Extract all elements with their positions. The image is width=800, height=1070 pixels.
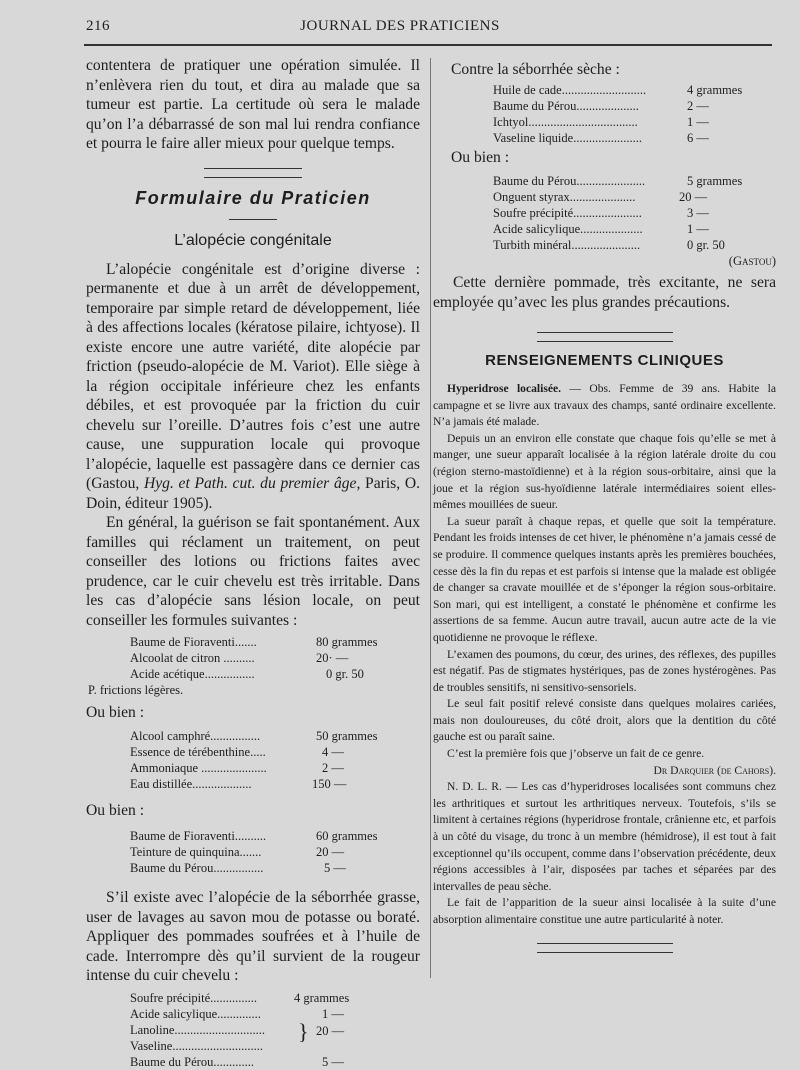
formula-row [493, 237, 776, 253]
paragraph: Depuis un an environ elle constate que chaque fois qu’elle se met à manger, une sueur apparaît localisée à la région latérale droite du cou (région sterno-mastoïdienne) et à la région sous-orbitaire, ainsi que la joue et la région sus-hyoïdienne latérale intermédiaires soient elles-mêmes mouillées de sueur. [433, 431, 776, 512]
formula-row [130, 1022, 420, 1038]
formula-row [130, 1006, 420, 1022]
formula-row [493, 130, 776, 146]
ingredient: Huile de cade........................... [493, 82, 647, 97]
ingredient: Onguent styrax..................... [493, 190, 636, 204]
ingredient: Acide salicylique.............. [130, 1006, 261, 1021]
formula-4 [130, 990, 420, 1070]
section-title: RENSEIGNEMENTS CLINIQUES [485, 352, 724, 369]
formula-row [130, 666, 420, 682]
formula-row [493, 98, 776, 114]
ingredient: Baume du Pérou...................... [493, 174, 646, 188]
quantity: 80 grammes [316, 635, 378, 649]
formula-row [130, 844, 420, 860]
ingredient: Ammoniaque ..................... [130, 761, 267, 775]
quantity: 4 — [322, 745, 344, 759]
formula-6 [493, 173, 776, 253]
formula-row [130, 990, 420, 1006]
paragraph-text: Paris, O. Doin, éditeur 1905). [86, 475, 420, 512]
attribution: (Gastou) [728, 254, 776, 268]
intro-paragraph: contentera de pratiquer une opération simulée. Il n’enlèvera rien du tout, et dira au malade que sa tumeur est partie. La certitude où sera le malade qu’on l’a débarrassé de son mal lui rendra confiance et pourra le faire aller mieux pour quelque temps. [86, 57, 420, 152]
quantity: 1 — [687, 222, 709, 236]
formula-5 [493, 82, 776, 146]
formula-row [130, 1054, 420, 1070]
ingredient: Eau distillée................... [130, 777, 252, 791]
article-title: L’alopécie congénitale [174, 231, 332, 249]
signature: Dr Darquier (de Cahors). [653, 763, 776, 777]
quantity: 1 — [322, 1006, 344, 1021]
separator [537, 943, 673, 953]
ou-bien-label: Ou bien : [86, 704, 145, 721]
quantity: 20 — [316, 845, 345, 859]
paragraph [86, 260, 420, 514]
ingredient: Ichtyol................................... [493, 114, 638, 129]
ingredient: Turbith minéral...................... [493, 238, 641, 252]
ingredient: Soufre précipité............... [130, 990, 258, 1005]
quantity: 4 grammes [294, 990, 350, 1005]
ingredient: Vaseline liquide...................... [493, 130, 642, 145]
quantity: 5 — [322, 1054, 344, 1069]
formula-row [493, 114, 776, 130]
quantity: 20 — [316, 1023, 345, 1038]
ou-bien-label: Ou bien : [86, 802, 145, 819]
paragraph: En général, la guérison se fait spontanément. Aux familles qui réclament un traitement, on peut conseiller des lotions ou frictions faites avec prudence, car le cuir chevelu est très irritable. Dans les cas d’alopécie sans lésion locale, on peut conseiller les formules suivantes : [86, 514, 420, 629]
ingredient: Teinture de quinquina....... [130, 845, 262, 859]
formula-row [493, 82, 776, 98]
paragraph [433, 381, 776, 431]
ingredient: Acide salicylique.................... [493, 222, 643, 236]
paragraph: S’il existe avec l’alopécie de la séborrhée grasse, user de lavages au savon mou de potasse ou boraté. Appliquer des pommades soufrées et à l’huile de cade. Interrompre dès qu’il survient de la rougeur intense du cuir chevelu : [86, 889, 420, 984]
paragraph: La sueur paraît à chaque repas, et quelle que soit la température. Pendant les froids intenses de cet hiver, le phénomène n’a jamais cessé de se produire. Il commence quelques instants après les premières bouchées, cesse dès la fin du repas et est parfois si intense que la malade est obligée de changer sa cravate mouillée et de s’éponger la région sous-orbitaire. Son mari, qui est intelligent, a constaté le phénomène et confirme les assertions de sa femme. Aucun autre travail, aucun autre acte de la vie quotidienne ne provoque le réflexe. [433, 514, 776, 644]
quantity: 1 — [687, 114, 709, 129]
short-rule [229, 219, 277, 220]
quantity: 60 grammes [316, 829, 378, 843]
quantity: 0 gr. 50 [687, 238, 725, 252]
formula-row [130, 634, 420, 650]
quantity: 3 — [687, 206, 709, 220]
ingredient: Essence de térébenthine..... [130, 745, 266, 759]
paragraph-text: — Obs. Femme de 39 ans. Habite la campagne et se livre aux travaux des champs, santé ordinaire excellente. N’a jamais été malade. [433, 382, 776, 429]
citation-title: Hyg. et Path. cut. du premier âge, [143, 475, 361, 492]
paragraph: N. D. L. R. — Les cas d’hyperidroses localisées sont communs chez les arthritiques et surtout les arthritiques nerveux. Toutefois, s’ils se limitent à certaines régions (hyperidrose frontale, crânienne etc, et parfois à un côté du visage, du tronc à un membre (hémidrose), il est tout à fait exceptionnel qu’ils occupent, comme dans l’observation précédente, deux régions accessibles à l’air, disposées par taches et séparées par des intervalles de peau sèche. [433, 780, 776, 893]
formula-row [130, 650, 420, 666]
ingredient: Baume du Pérou.................... [493, 98, 639, 113]
ingredient: Acide acétique................ [130, 667, 255, 681]
quantity: 50 grammes [316, 729, 378, 743]
paragraph: Cette dernière pommade, très excitante, ne sera employée qu’avec les plus grandes précautions. [433, 274, 776, 311]
formula-3 [130, 828, 420, 876]
formula-note: P. frictions légères. [88, 683, 184, 697]
quantity: 20· — [316, 651, 349, 665]
ou-bien-label: Ou bien : [451, 148, 510, 166]
formula-row [493, 221, 776, 237]
paragraph-text: L’alopécie congénitale est d’origine diverse : permanente et due à un arrêt de développement, temporaire par simple retard de développement, liée à des affections locales (kératose pilaire, ichtyose). Il existe encore une autre variété, dite alopécie par friction (pseudo-alopécie de M. Variot). Elle siège à la région occipitale inférieure chez les enfants débiles, et est provoquée par la friction du cuir chevelu sur l’oreille. D’autres fois c’est une autre cause, une suppuration locale qui provoque l’alopécie, laquelle est passagère dans ce dernier cas (Gastou, [86, 260, 420, 492]
quantity: 2 — [322, 761, 344, 775]
quantity: 6 — [687, 130, 709, 145]
right-column [433, 60, 776, 953]
quantity: 20 — [679, 190, 708, 204]
header-rule [84, 44, 772, 46]
paragraph: Le seul fait positif relevé consiste dans quelques molaires cariées, mais non douloureuses, du côté droit, alors que la dentition du côté gauche est ou paraît saine. [433, 697, 776, 744]
running-header: JOURNAL DES PRATICIENS [300, 18, 500, 34]
quantity: 5 grammes [687, 174, 743, 188]
ingredient: Soufre précipité...................... [493, 206, 642, 220]
formula-row [130, 760, 420, 776]
ingredient: Baume de Fioraventi.......... [130, 829, 267, 843]
formula-row [130, 776, 420, 792]
section-title: Formulaire du Praticien [135, 187, 371, 208]
separator [204, 168, 302, 178]
paragraph: Le fait de l’apparition de la sueur ainsi localisée à la suite d’une absorption alimentaire constitue une autre particularité à noter. [433, 896, 776, 926]
ingredient: Baume de Fioraventi....... [130, 635, 257, 649]
contre-label: Contre la séborrhée sèche : [451, 61, 620, 78]
formula-row [130, 1038, 420, 1054]
quantity: 150 — [312, 777, 347, 791]
ingredient: Alcoolat de citron .......... [130, 651, 255, 665]
formula-row [493, 205, 776, 221]
brace: } [298, 1018, 309, 1044]
case-title: Hyperidrose localisée. [447, 382, 562, 395]
ingredient: Vaseline............................. [130, 1038, 263, 1053]
separator [537, 332, 673, 342]
formula-row [130, 828, 420, 844]
formula-1 [130, 634, 420, 682]
formula-row [130, 860, 420, 876]
formula-row [130, 728, 420, 744]
quantity: 4 grammes [687, 82, 743, 97]
ingredient: Baume du Pérou............. [130, 1054, 254, 1069]
ingredient: Lanoline............................. [130, 1022, 266, 1037]
clinical-case [433, 381, 776, 929]
paragraph: L’examen des poumons, du cœur, des urines, des réflexes, des pupilles est négatif. Pas de stigmates hystériques, pas de zones hystérogènes. Pas de troubles sensitifs, ni sensitivo-sensoriels. [433, 647, 776, 694]
ingredient: Alcool camphré................ [130, 729, 261, 743]
quantity: 0 gr. 50 [326, 667, 364, 681]
paragraph: C’est la première fois que j’observe un fait de ce genre. [447, 747, 705, 761]
page-number: 216 [86, 18, 110, 34]
formula-row [493, 173, 776, 189]
column-divider [430, 58, 431, 978]
formula-2 [130, 728, 420, 792]
formula-row [130, 744, 420, 760]
left-column [86, 56, 420, 1070]
quantity: 2 — [687, 98, 709, 113]
quantity: 5 — [324, 861, 346, 875]
formula-row [493, 189, 776, 205]
ingredient: Baume du Pérou................ [130, 861, 264, 875]
